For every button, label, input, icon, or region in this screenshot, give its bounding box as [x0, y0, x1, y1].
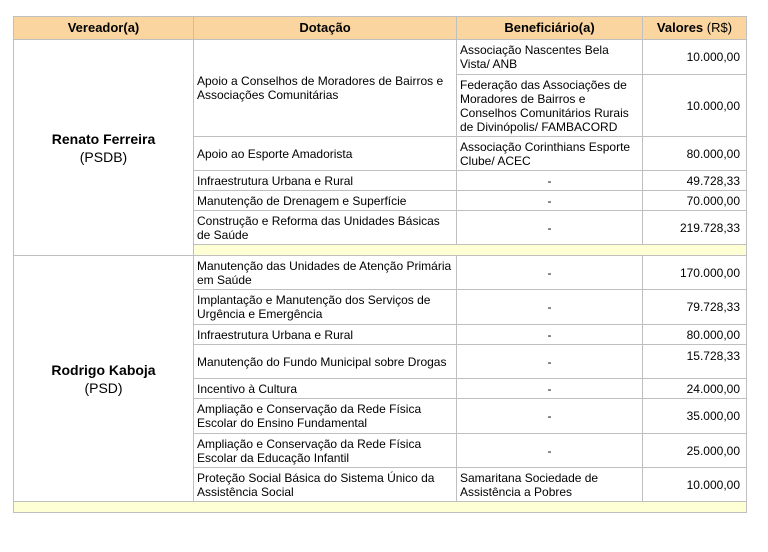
dotacao-cell: Manutenção das Unidades de Atenção Primária em Saúde — [194, 256, 457, 290]
dotacao-cell: Proteção Social Básica do Sistema Único da Assistência Social — [194, 468, 457, 502]
valor-cell: 80.000,00 — [643, 137, 747, 171]
beneficiario-cell: - — [457, 211, 643, 245]
dotacao-cell: Ampliação e Conservação da Rede Física Escolar do Ensino Fundamental — [194, 399, 457, 434]
dotacao-cell: Manutenção de Drenagem e Superfície — [194, 191, 457, 211]
valor-cell: 25.000,00 — [643, 434, 747, 468]
vereador-cell — [14, 40, 194, 256]
beneficiario-cell: Federação das Associações de Moradores de Bairros e Conselhos Comunitários Rurais de Divinópolis/ FAMBACORD — [457, 75, 643, 137]
valor-cell: 170.000,00 — [643, 256, 747, 290]
header-row — [14, 17, 747, 40]
valor-cell: 49.728,33 — [643, 171, 747, 191]
beneficiario-cell: - — [457, 256, 643, 290]
beneficiario-cell: - — [457, 325, 643, 345]
beneficiario-cell: Associação Corinthians Esporte Clube/ ACEC — [457, 137, 643, 171]
vereador-cell — [14, 256, 194, 502]
dotacao-cell: Infraestrutura Urbana e Rural — [194, 171, 457, 191]
separator-cell — [14, 502, 747, 513]
beneficiario-cell: - — [457, 290, 643, 325]
header-dotacao: Dotação — [194, 17, 457, 40]
valor-cell: 79.728,33 — [643, 290, 747, 325]
header-valores-label: Valores — [656, 20, 704, 35]
vereador-name: Renato Ferreira — [51, 130, 156, 147]
valor-cell: 24.000,00 — [643, 379, 747, 399]
dotacao-cell: Incentivo à Cultura — [194, 379, 457, 399]
beneficiario-cell: - — [457, 171, 643, 191]
valor-cell: 80.000,00 — [643, 325, 747, 345]
valor-cell: 10.000,00 — [643, 40, 747, 75]
beneficiario-cell: - — [457, 399, 643, 434]
dotacao-cell: Implantação e Manutenção dos Serviços de Urgência e Emergência — [194, 290, 457, 325]
header-valores — [643, 17, 747, 40]
separator-row — [14, 502, 747, 513]
dotacao-cell: Manutenção do Fundo Municipal sobre Drogas — [194, 345, 457, 379]
separator-cell — [194, 245, 747, 256]
valor-cell: 219.728,33 — [643, 211, 747, 245]
table-row — [14, 256, 747, 290]
beneficiario-cell: Associação Nascentes Bela Vista/ ANB — [457, 40, 643, 75]
valor-cell: 15.728,33 — [643, 345, 747, 379]
beneficiario-cell: - — [457, 434, 643, 468]
vereador-name: Rodrigo Kaboja — [51, 361, 156, 378]
header-valores-unit: (R$) — [706, 20, 733, 35]
table-row — [14, 40, 747, 75]
valor-cell: 35.000,00 — [643, 399, 747, 434]
dotacao-cell: Apoio ao Esporte Amadorista — [194, 137, 457, 171]
header-vereador: Vereador(a) — [14, 17, 194, 40]
dotacao-cell: Construção e Reforma das Unidades Básicas de Saúde — [194, 211, 457, 245]
dotacao-cell: Apoio a Conselhos de Moradores de Bairros e Associações Comunitárias — [194, 40, 457, 137]
beneficiario-cell: Samaritana Sociedade de Assistência a Pobres — [457, 468, 643, 502]
valor-cell: 70.000,00 — [643, 191, 747, 211]
beneficiario-cell: - — [457, 191, 643, 211]
beneficiario-cell: - — [457, 379, 643, 399]
vereador-party: (PSDB) — [79, 148, 128, 165]
amendments-table — [13, 16, 747, 513]
valor-cell: 10.000,00 — [643, 75, 747, 137]
dotacao-cell: Infraestrutura Urbana e Rural — [194, 325, 457, 345]
vereador-party: (PSD) — [84, 379, 123, 396]
valor-cell: 10.000,00 — [643, 468, 747, 502]
dotacao-cell: Ampliação e Conservação da Rede Física Escolar da Educação Infantil — [194, 434, 457, 468]
beneficiario-cell: - — [457, 345, 643, 379]
header-beneficiario: Beneficiário(a) — [457, 17, 643, 40]
